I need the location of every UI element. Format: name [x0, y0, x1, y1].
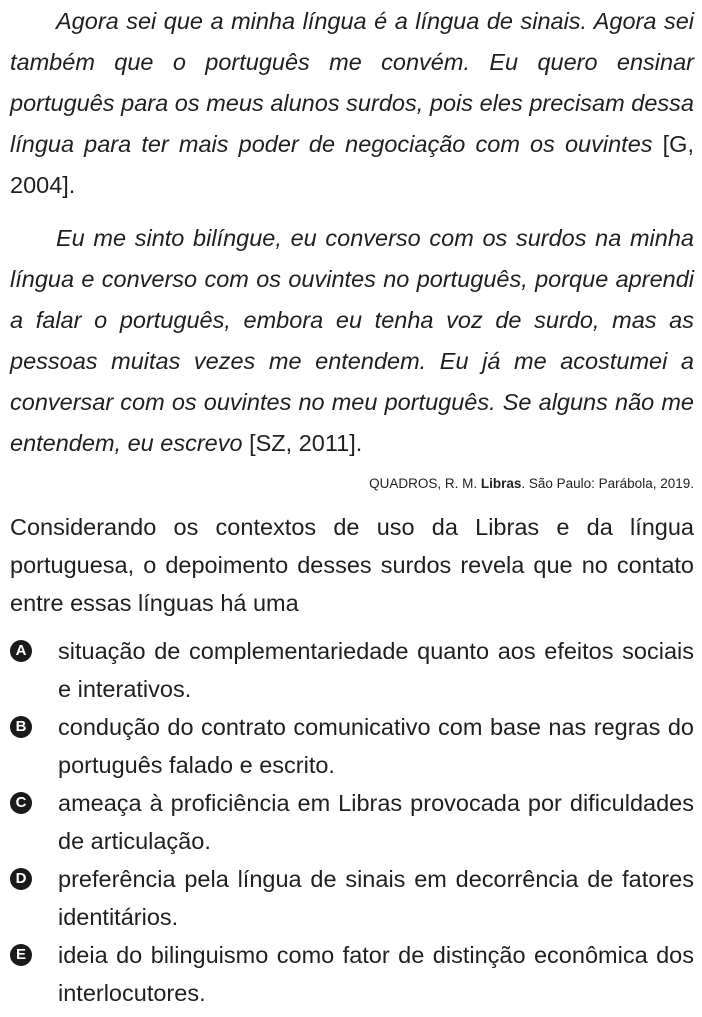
question-stem: Considerando os contextos de uso da Libras e da língua portuguesa, o depoimento desses surdos revela que no contato entre essas línguas há uma [10, 514, 694, 616]
quote-1-text: Agora sei que a minha língua é a língua de sinais. Agora sei também que o português me convém. Eu quero ensinar português para os meus alunos surdos, pois eles precisam dessa língua para ter mais poder de negociação com os ouvintes [10, 8, 694, 157]
option-c[interactable] [10, 784, 694, 860]
quote-paragraph-1 [10, 1, 694, 206]
quote-paragraph-2 [10, 218, 694, 464]
option-e-text: ideia do bilinguismo como fator de distinção econômica dos interlocutores. [58, 942, 694, 1006]
citation-author: QUADROS, R. M. [369, 476, 481, 491]
option-e-letter-badge: E [10, 944, 32, 966]
quote-2-text: Eu me sinto bilíngue, eu converso com os surdos na minha língua e converso com os ouvintes no português, porque aprendi a falar o português, embora eu tenha voz de surdo, mas as pessoas muitas vezes me entendem. Eu já me acostumei a conversar com os ouvintes no meu português. Se alguns não me entendem, eu escrevo [10, 225, 694, 456]
option-a-text: situação de complementariedade quanto aos efeitos sociais e interativos. [58, 638, 694, 702]
option-c-text: ameaça à proficiência em Libras provocada por dificuldades de articulação. [58, 790, 694, 854]
citation-title: Libras [480, 476, 522, 491]
option-b-letter-badge: B [10, 716, 32, 738]
option-b-text: condução do contrato comunicativo com base nas regras do português falado e escrito. [58, 714, 694, 778]
option-d-letter-badge: D [10, 868, 32, 890]
source-citation [369, 474, 694, 494]
option-d[interactable] [10, 860, 694, 936]
option-e[interactable] [10, 936, 694, 1012]
option-c-letter-badge: C [10, 792, 32, 814]
option-a[interactable] [10, 632, 694, 708]
option-b[interactable] [10, 708, 694, 784]
quote-2-reference: [SZ, 2011]. [242, 430, 363, 456]
option-a-letter-badge: A [10, 640, 32, 662]
quote-1-reference: [G, 2004]. [10, 131, 694, 198]
option-d-text: preferência pela língua de sinais em decorrência de fatores identitários. [58, 866, 694, 930]
citation-publisher: . São Paulo: Parábola, 2019. [521, 476, 694, 491]
